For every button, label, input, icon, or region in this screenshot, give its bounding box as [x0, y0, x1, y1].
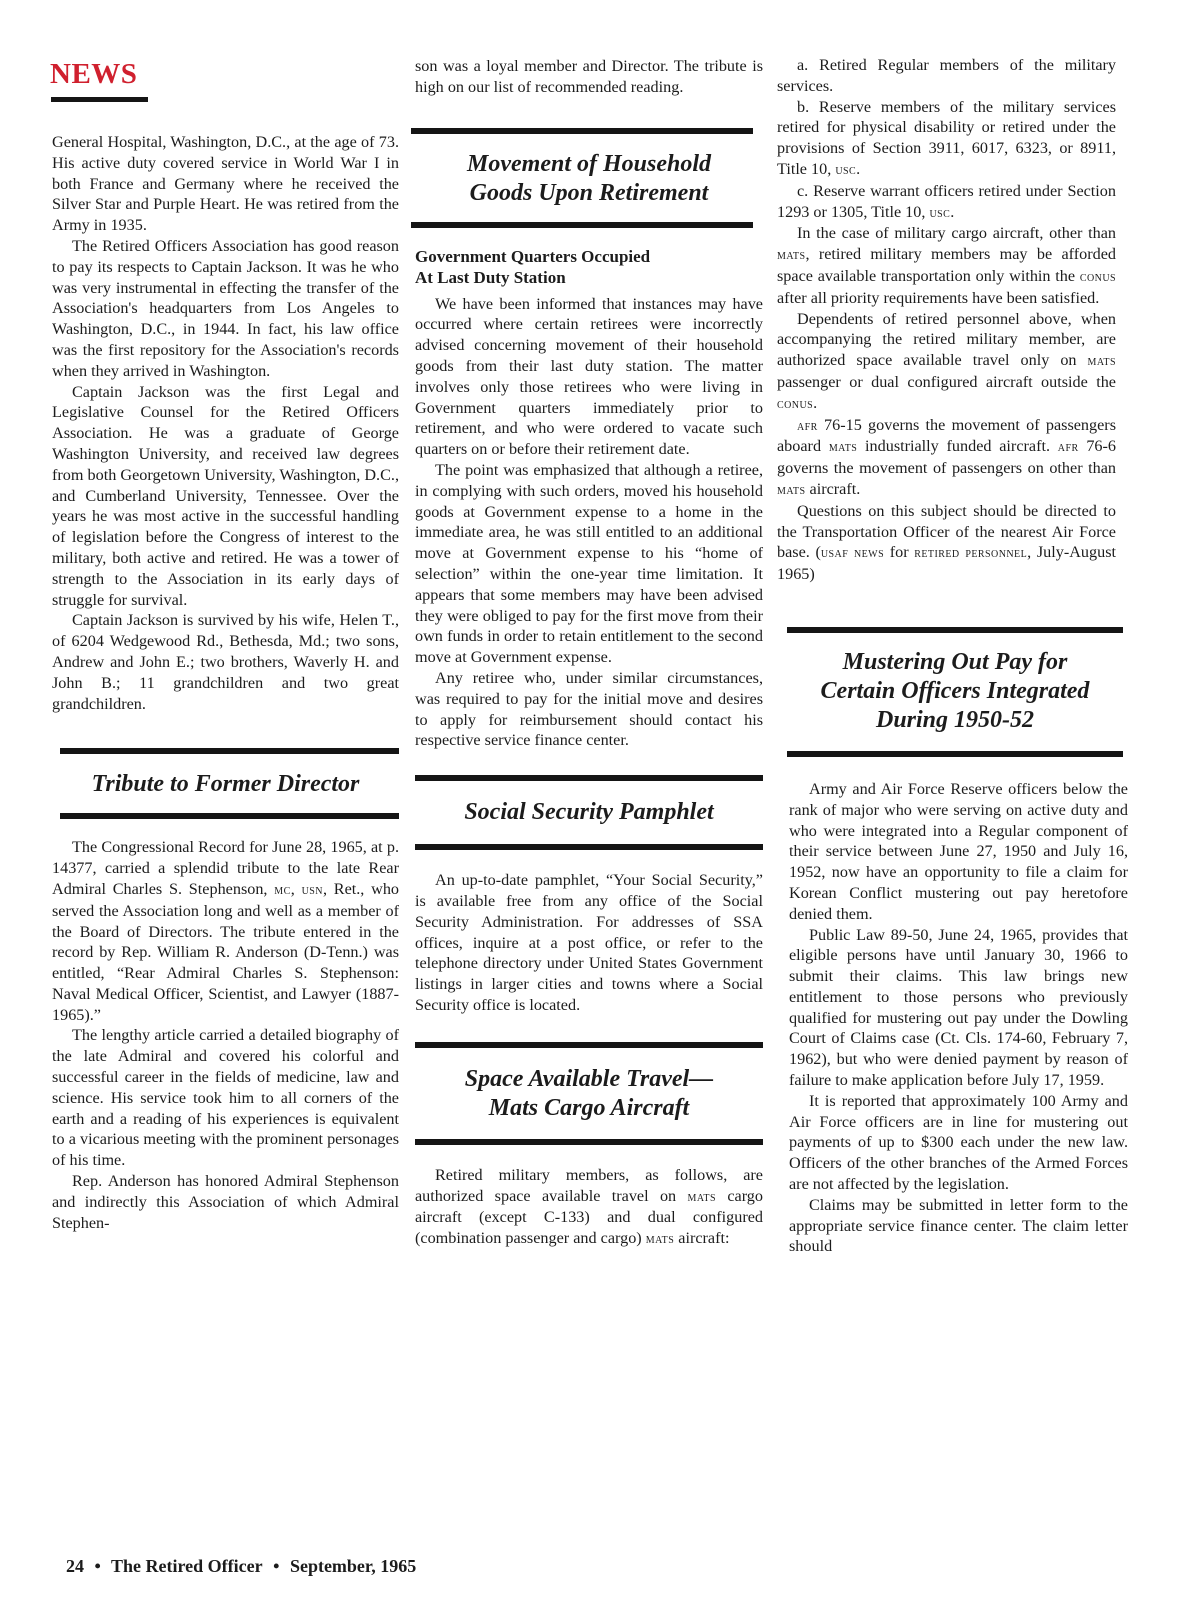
- mustering-top-rule: [787, 627, 1123, 633]
- travel-item-b: [777, 97, 1116, 181]
- dependents-text-a: Dependents of retired personnel above, when accompanying the retired military member, are authorized space available travel only on: [777, 309, 1116, 370]
- travel-item-c-abbr-usc: usc: [929, 204, 951, 221]
- questions-text-b: for: [884, 543, 915, 562]
- tribute-abbr-mc: mc: [274, 881, 291, 898]
- dependents-abbr-mats: mats: [1087, 353, 1116, 370]
- questions-source-usaf-news: usaf news: [820, 545, 885, 562]
- space-available-title-line-2: Mats Cargo Aircraft: [488, 1094, 690, 1121]
- tribute-text-a: The Congressional Record for June 28, 1965, at p. 14377, carried a splendid tribute to the late Rear Admiral Charles S. Stephenson,: [52, 838, 399, 898]
- travel-item-b-abbr-usc: usc: [835, 161, 857, 178]
- regulations-abbr-mats: mats: [828, 439, 858, 456]
- cargo-text-a: In the case of military cargo aircraft, other than: [797, 224, 1116, 243]
- travel-item-b-text: b. Reserve members of the military services retired for physical disability or retired under the provisions of Section 3911, 6017, 6323, or 8911, Title 10,: [777, 97, 1116, 178]
- mustering-bottom-rule: [787, 751, 1123, 757]
- mustering-title-line-3: During 1950-52: [875, 706, 1035, 733]
- travel-item-c-end: .: [950, 202, 955, 221]
- section-label: NEWS: [50, 58, 138, 90]
- tribute-paragraph-2: The lengthy article carried a detailed biography of the late Admiral and covered his colorful and successful career in the fields of medicine, law and science. His service took him to all corners of the earth and a reading of his experiences is equivalent to a vicarious meeting with the prominent personages of his time.: [52, 1026, 399, 1170]
- regulations-text-a: 76-15 governs the movement of passengers aboard: [777, 415, 1116, 456]
- obituary-paragraph-1: General Hospital, Washington, D.C., at the age of 73. His active duty covered service in World War I in both France and Germany where he received the Silver Star and Purple Heart. He was retired from the Army in 1935.: [52, 133, 399, 235]
- mustering-paragraph-2: Public Law 89-50, June 24, 1965, provides that eligible persons have until January 30, 1966 to submit their claims. This law brings new entitlement to those persons who previously qualified for mustering out pay under the Dowling Court of Claims case (Ct. Cls. 174-60, February 7, 1962), but who were denied payment by reason of failure to make application before July 17, 1959.: [789, 925, 1128, 1090]
- obituary-paragraph-4: Captain Jackson is survived by his wife, Helen T., of 6204 Wedgewood Rd., Bethesda, Md.; two sons, Andrew and John E.; two brothers, Waverly H. and John B.; 11 grandchildren and two great grandchildren.: [52, 611, 399, 713]
- tribute-top-rule: [60, 748, 399, 754]
- questions-text-c: , July-August 1965): [777, 543, 1116, 584]
- issue-date: September, 1965: [289, 1556, 417, 1576]
- mustering-title-line-1: Mustering Out Pay for: [842, 648, 1068, 675]
- questions-source-retired-personnel: retired personnel: [914, 545, 1028, 562]
- movement-paragraph-1: We have been informed that instances may have occurred where certain retirees were incorrectly advised concerning movement of their household goods from their last duty station. The matter involves only those retirees who were living in Government quarters immediately prior to retirement, and who were ordered to vacate such quarters on or before their retirement date.: [415, 294, 763, 459]
- publication-name: The Retired Officer: [111, 1556, 263, 1576]
- space-available-text-a: Retired military members, as follows, are authorized space available travel on: [415, 1165, 763, 1205]
- tribute-bottom-rule: [60, 813, 399, 819]
- tribute-paragraph-3: Rep. Anderson has honored Admiral Stephenson and indirectly this Association of which Admiral Stephen-: [52, 1172, 399, 1232]
- movement-subheading-line-1: Government Quarters Occupied: [415, 246, 651, 266]
- space-available-abbr-mats-2: mats: [645, 1231, 675, 1248]
- space-available-title-line-1: Space Available Travel—: [464, 1065, 714, 1092]
- travel-item-c-text: c. Reserve warrant officers retired under Section 1293 or 1305, Title 10,: [777, 181, 1116, 221]
- tribute-abbr-usn: usn: [301, 881, 323, 898]
- space-available-paragraph: [415, 1165, 763, 1250]
- mustering-paragraph-3: It is reported that approximately 100 Army and Air Force officers are in line for mustering out payments of up to $300 each under the new law. Officers of the other branches of the Armed Forces are not affected by the legislation.: [789, 1091, 1128, 1194]
- dependents-abbr-conus: conus: [777, 395, 814, 412]
- movement-title-line-2: Goods Upon Retirement: [469, 179, 709, 206]
- movement-top-rule: [411, 128, 753, 134]
- tribute-text-b: ,: [290, 879, 302, 898]
- cargo-abbr-conus: conus: [1079, 268, 1116, 285]
- page-footer: [66, 1556, 422, 1577]
- mustering-paragraph-1: Army and Air Force Reserve officers below the rank of major who were serving on active duty and who were integrated into a Regular component of their service between June 27, 1950 and July 16, 1952, now have an opportunity to file a claim for Korean Conflict mustering out pay heretofore denied them.: [789, 779, 1128, 923]
- cargo-text-c: after all priority requirements have been satisfied.: [777, 288, 1100, 307]
- space-available-bottom-rule: [415, 1139, 763, 1145]
- space-available-text-c: aircraft:: [674, 1229, 730, 1248]
- regulations-text-d: aircraft.: [805, 479, 861, 498]
- movement-paragraph-3: Any retiree who, under similar circumstances, was required to pay for the initial move and desires to apply for reimbursement should contact his respective service finance center.: [415, 668, 763, 750]
- regulations-abbr-afr: afr: [797, 417, 818, 434]
- movement-subheading: [415, 246, 763, 288]
- questions-text-a: Questions on this subject should be directed to the Transportation Officer of the nearest Air Force base. (: [777, 501, 1116, 562]
- movement-subheading-line-2: At Last Duty Station: [415, 267, 566, 287]
- cargo-paragraph: [777, 223, 1116, 308]
- obituary-paragraph-2: The Retired Officers Association has good reason to pay its respects to Captain Jackson. It was he who was very instrumental in effecting the transfer of the Association's headquarters from Los Angeles to Washington, D.C., in 1944. In fact, his law office was the first repository for the Association's records when they arrived in Washington.: [52, 236, 399, 380]
- travel-item-b-end: .: [856, 159, 861, 178]
- regulations-text-c: 76-6 governs the movement of passengers on other than: [777, 437, 1117, 478]
- movement-title: [415, 150, 763, 208]
- movement-bottom-rule: [411, 222, 753, 228]
- dependents-text-c: .: [813, 393, 818, 412]
- social-security-title: Social Security Pamphlet: [464, 799, 714, 826]
- space-available-top-rule: [415, 1042, 763, 1048]
- page-number: 24: [66, 1556, 84, 1576]
- obituary-paragraph-3: Captain Jackson was the first Legal and Legislative Counsel for the Retired Officers Association. He was a graduate of George Washington University, and received law degrees from both Georgetown University, Washington, D.C., and Cumberland University, Tennessee. Over the years he was most active in the successful handling of legislation before the Congress of interest to the military, both active and retired. He was a tower of strength to the Association in its early days of struggle for survival.: [52, 382, 399, 609]
- mustering-title-line-2: Certain Officers Integrated: [820, 677, 1090, 704]
- social-security-bottom-rule: [415, 844, 763, 850]
- dependents-text-b: passenger or dual configured aircraft outside the: [777, 372, 1116, 391]
- regulations-abbr-mats-2: mats: [777, 481, 806, 498]
- dependents-paragraph: [777, 309, 1116, 415]
- column-3: [777, 0, 1128, 1257]
- space-available-title: [415, 1065, 763, 1123]
- mustering-title: [787, 648, 1123, 735]
- cargo-text-b: , retired military members may be afforded space available transportation only within the: [777, 245, 1116, 285]
- social-security-top-rule: [415, 775, 763, 781]
- tribute-continuation: son was a loyal member and Director. The tribute is high on our list of recommended reading.: [415, 57, 763, 96]
- tribute-title: Tribute to Former Director: [91, 771, 360, 798]
- column-1: [52, 0, 399, 1233]
- movement-title-line-1: Movement of Household: [467, 150, 711, 177]
- regulations-abbr-afr-2: afr: [1057, 439, 1079, 456]
- mustering-body: [789, 779, 1128, 1257]
- space-available-abbr-mats: mats: [687, 1188, 716, 1205]
- footer-bullet: •: [94, 1556, 101, 1576]
- social-security-paragraph: An up-to-date pamphlet, “Your Social Security,” is available free from any office of the Social Security Administration. For addresses of SSA offices, inquire at a post office, or refer to the telephone directory under United States Government listings in larger cities and towns where a Social Security office is located.: [415, 871, 763, 1014]
- space-available-text-b: cargo aircraft (except C-133) and dual configured (combination passenger and cargo): [415, 1186, 763, 1248]
- travel-item-a: a. Retired Regular members of the military services.: [777, 56, 1116, 95]
- cargo-abbr-mats: mats: [777, 247, 806, 264]
- tribute-paragraph-1: [52, 837, 399, 1025]
- tribute-text-c: , Ret., who served the Association long and well as a member of the Board of Directors. The tribute entered in the record by Rep. William R. Anderson (D-Tenn.) was entitled, “Rear Admiral Charles S. Stephenson: Naval Medical Officer, Scientist, and Lawyer (1887-1965).”: [52, 879, 400, 1024]
- travel-item-c: [777, 181, 1116, 224]
- column-2: [415, 0, 763, 1250]
- regulations-text-b: industrially funded aircraft.: [857, 437, 1058, 456]
- questions-paragraph: [777, 501, 1116, 585]
- regulations-paragraph: [777, 415, 1116, 501]
- movement-paragraph-2: The point was emphasized that although a retiree, in complying with such orders, moved his household goods at Government expense to a home in the immediate area, he was still entitled to an additional move at Government expense to his “home of selection” within the one-year time limitation. It appears that some members may have been advised they were obliged to pay for the first move from their own funds in order to retain entitlement to the second move at Government expense.: [415, 460, 763, 667]
- mustering-paragraph-4: Claims may be submitted in letter form to the appropriate service finance center. The claim letter should: [789, 1195, 1128, 1256]
- footer-bullet-2: •: [273, 1556, 280, 1576]
